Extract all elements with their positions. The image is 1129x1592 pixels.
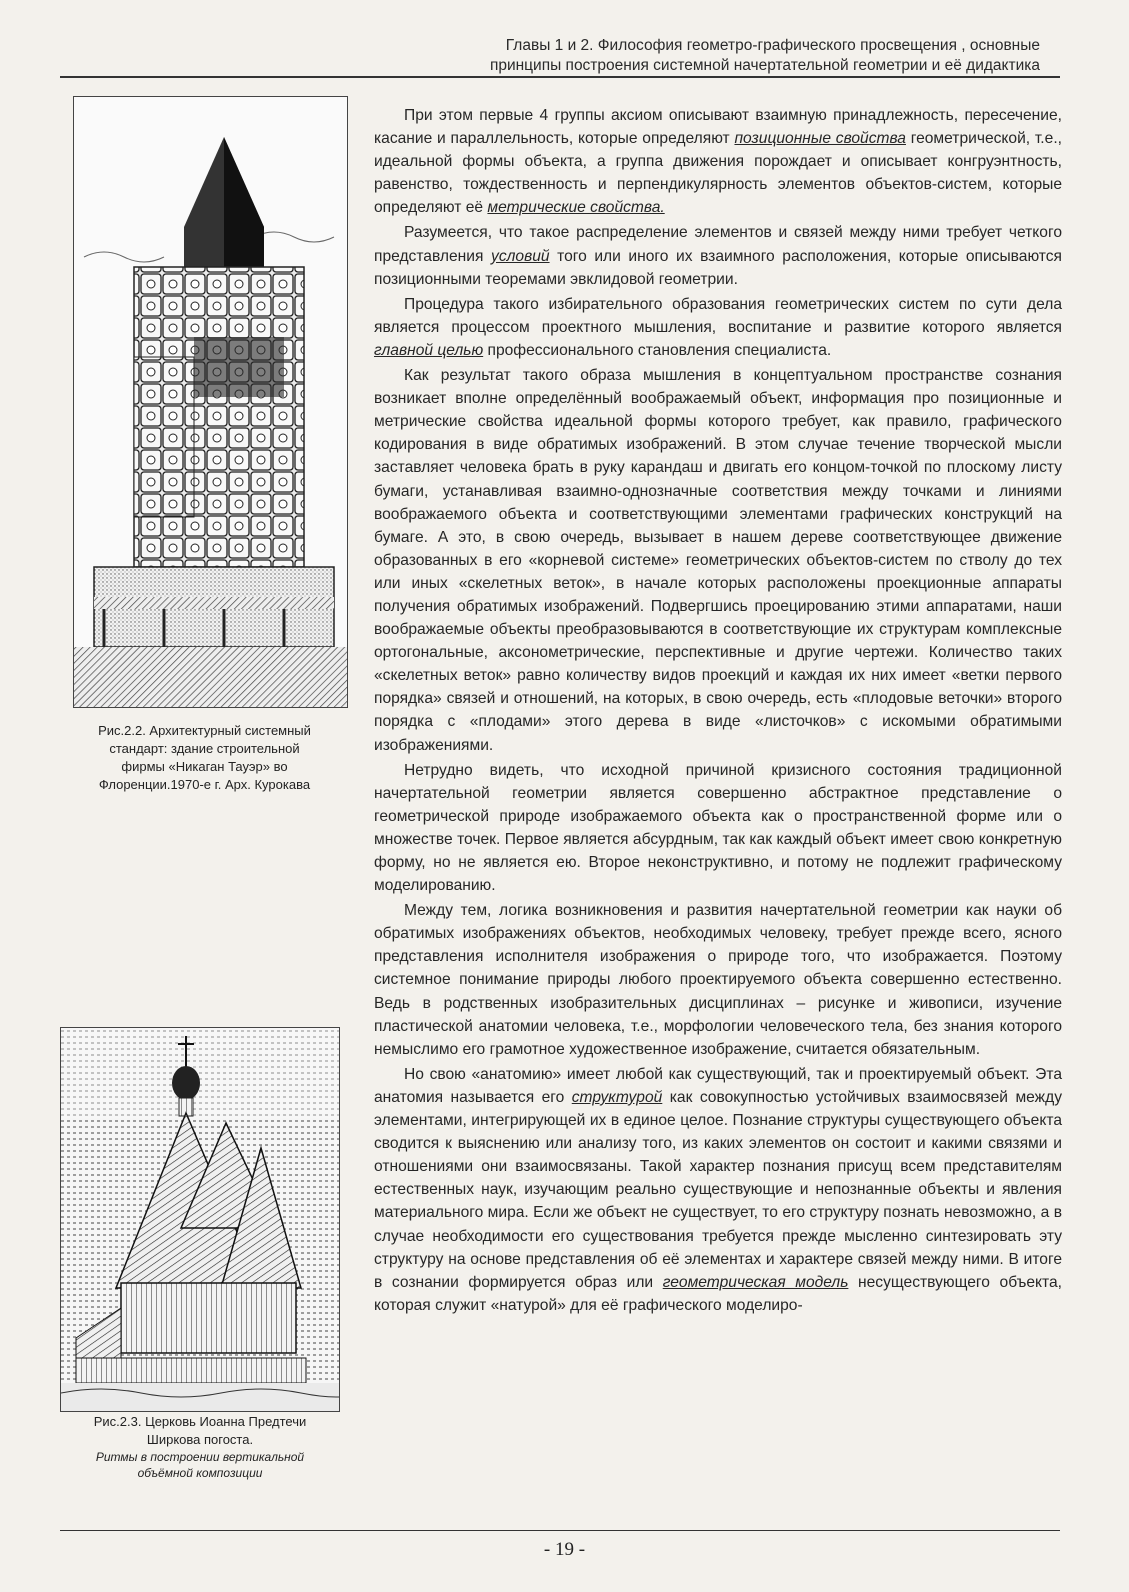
paragraph-4: Как результат такого образа мышления в концептуальном пространстве сознания возникает вполне определённый воображаемый объект, информация про позиционные и метрические свойства идеальной формы которого требует, как правило, графического кодирования в виде обратимых изображений. В этом случае течение творческой мысли заставляет человека брать в руку карандаш и двигать его концом-точкой по плоскому листу бумаги, устанавливая взаимно-однозначные соответствия между точками и линиями воображаемого объекта и соответствующими элементами графических конструкций на бумаге. А это, в свою очередь, вызывает в нашем дереве соответствующее движение образованных в его «корневой системе» геометрических объектов-систем по стволу до тех или иных «скелетных веток», в начале которых расположены проекционные аппараты получения обратимых изображений. Подвергшись проецированию этими аппаратами, наши воображаемые объекты преобразовываются в соответствующие их структурам комплексные ортогональные, аксонометрические, перспективные и другие чертежи. Количество таких «скелетных веток» равно количеству видов проекций и каждая их них имеет «ветки первого порядка» связей и отношений, на которых, в свою очередь, есть «плодовые веточки» второго порядка с «плодами» этого дерева в виде «листочков» с искомыми обратимыми изображениями. — [374, 367, 1062, 754]
figure-church-illustration — [60, 1027, 340, 1412]
caption-italic-line: Ритмы в построении вертикальной — [95, 1450, 305, 1464]
figure-caption-2-3 — [60, 1413, 340, 1481]
text-run: геометрической, т.е., идеальной формы объекта, а группа движения порождает и описывает конгруэнтность, равенство, тождественность и перпендикулярность элементов объектов-систем, которые определяют её — [374, 130, 1062, 217]
underlined-term: позиционные свойства — [734, 130, 906, 148]
underlined-term: метрические свойства. — [487, 199, 665, 217]
text-run: При этом первые 4 группы аксиом описывают взаимную принадлежность, пересечение, касание и параллельность, которые определяют — [374, 107, 1062, 148]
header-line-1: Главы 1 и 2. Философия геометро-графического просвещения , основные — [505, 37, 1040, 54]
figure-tower-illustration — [73, 96, 348, 708]
text-run: несуществующего объекта, которая служит «натурой» для её графического моделиро- — [374, 1273, 1062, 1314]
paragraph-5: Нетрудно видеть, что исходной причиной кризисного состояния традиционной начертательной геометрии является совершенно абстрактное представление о геометрической природе изображаемого объекта как о пространственной форме или о множестве точек. Первое является абсурдным, так как каждый объект имеет свою конкретную форму, но не является ею. Второе неконструктивно, и потому не подлежит графическому моделированию. — [374, 761, 1062, 895]
header-line-2: принципы построения системной начертательной геометрии и её дидактика — [489, 57, 1040, 74]
figure-caption-2-2 — [62, 722, 347, 794]
header-rule — [60, 76, 1060, 78]
tower-drawing — [74, 97, 347, 707]
paragraph-3 — [374, 293, 1062, 362]
caption-line: Рис.2.2. Архитектурный системный — [98, 723, 311, 738]
text-run: Но свою «анатомию» имеет любой как существующий, так и проектируемый объект. Эта анатомия называется его — [374, 1065, 1062, 1106]
underlined-term: условий — [491, 247, 550, 265]
page-header — [60, 36, 1060, 76]
footer-rule — [60, 1530, 1060, 1531]
paragraph-7 — [374, 1063, 1062, 1317]
text-run: Разумеется, что такое распределение элементов и связей между ними требует четкого представления — [374, 224, 1062, 265]
underlined-term: геометрическая модель — [662, 1273, 849, 1291]
text-run: того или иного их взаимного расположения, которые описываются позиционными теоремами эвклидовой геометрии. — [374, 247, 1062, 288]
paragraph-6: Между тем, логика возникновения и развития начертательной геометрии как науки об обратимых изображениях объектов, необходимых человеку, требует прежде всего, ясного представления исполнителя изображения о природе того, что изображается. Поэтому системное понимание природы любого проектируемого объекта совершенно естественно. Ведь в родственных изобразительных дисциплинах – рисунке и живописи, изучение пластической анатомии человека, т.е., морфологии человеческого тела, без знания которого немыслимо его грамотное художественное изображение, считается обязательным. — [374, 902, 1062, 1058]
underlined-term: главной целью — [374, 341, 484, 359]
text-run: как совокупностью устойчивых взаимосвязей между элементами, интегрирующей их в единое целое. Познание структуры существующего объекта сводится к выяснению или анализу того, из каких элементов он состоит и какими связями и отношениями они взаимосвязаны. Такой характер познания присущ всем представителям естественных наук, изучающим реально существующие и непознанные объекты и явления материального мира. Если же объект не существует, то его структуру познать невозможно, а в случае необходимости его существования требуется прежде мысленно синтезировать эту структуру на основе представления об её элементах и характере связей между ними. В итоге в сознании формируется образ или — [374, 1088, 1062, 1291]
text-run: профессионального становления специалиста. — [483, 341, 832, 359]
church-drawing — [61, 1028, 339, 1411]
caption-line: Рис.2.3. Церковь Иоанна Предтечи — [93, 1414, 307, 1429]
paragraph-1 — [374, 104, 1062, 219]
caption-line: фирмы «Никаган Тауэр» во — [121, 759, 288, 774]
paragraph-2 — [374, 221, 1062, 290]
body-text — [374, 104, 1062, 1319]
text-run: Процедура такого избирательного образования геометрических систем по сути дела является процессом проектного мышления, воспитание и развитие которого является — [374, 295, 1062, 336]
caption-line: Ширкова погоста. — [146, 1432, 254, 1447]
caption-italic-line: объёмной композиции — [137, 1466, 263, 1480]
caption-line: стандарт: здание строительной — [109, 741, 300, 756]
page-number: - 19 - — [543, 1539, 586, 1560]
underlined-term: структурой — [571, 1088, 663, 1106]
caption-line: Флоренции.1970-е г. Арх. Курокава — [98, 777, 311, 792]
